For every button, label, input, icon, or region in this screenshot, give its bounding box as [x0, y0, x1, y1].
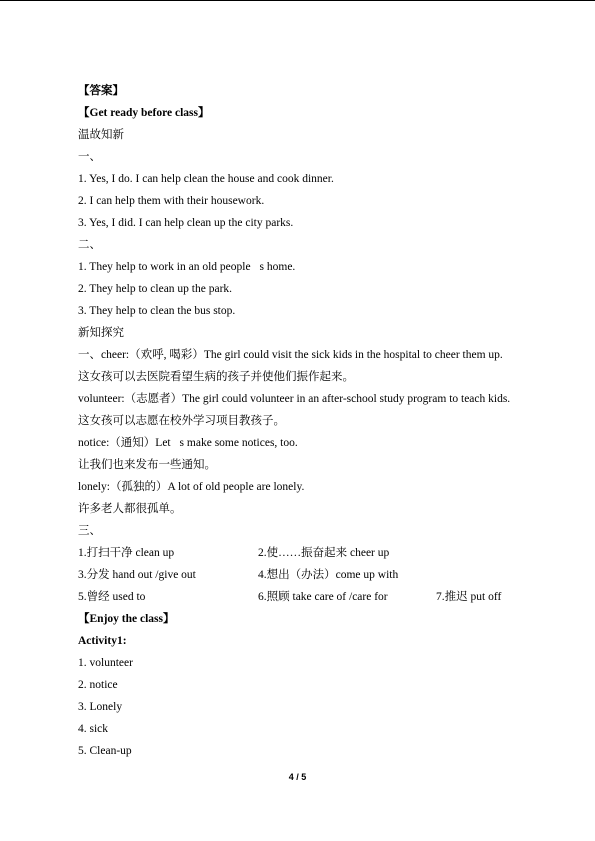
- vocab-line: notice:（通知）Let s make some notices, too.: [78, 437, 298, 449]
- top-border-line: [0, 0, 595, 1]
- phrase-row: [78, 542, 548, 564]
- explore-label: 新知探究: [78, 327, 124, 339]
- phrase-item: 3.分发 hand out /give out: [78, 569, 196, 581]
- phrase-item: 1.打扫干净 clean up: [78, 547, 175, 559]
- phrase-row: [78, 564, 548, 586]
- activity1-title: Activity1:: [78, 635, 127, 647]
- vocab-translation: 让我们也来发布一些通知。: [78, 459, 216, 471]
- answer-content: [78, 80, 548, 762]
- part1-item: 1. Yes, I do. I can help clean the house and cook dinner.: [78, 173, 334, 185]
- part1-label: 一、: [78, 151, 101, 163]
- part2-item: 2. They help to clean up the park.: [78, 283, 233, 295]
- phrase-item: 2.使……振奋起来 cheer up: [258, 547, 390, 559]
- part1-item: 3. Yes, I did. I can help clean up the city parks.: [78, 217, 294, 229]
- vocab-line: volunteer:（志愿者）The girl could volunteer in an after-school study program to teach kids.: [78, 393, 511, 405]
- activity1-item: 1. volunteer: [78, 657, 133, 669]
- part1-item: 2. I can help them with their housework.: [78, 195, 265, 207]
- review-label: 温故知新: [78, 129, 124, 141]
- part2-label: 二、: [78, 239, 101, 251]
- vocab-translation: 这女孩可以志愿在校外学习项目教孩子。: [78, 415, 285, 427]
- phrase-item: 6.照顾 take care of /care for: [258, 591, 388, 603]
- phrase-item: 4.想出（办法）come up with: [258, 569, 399, 581]
- page-number: 4 / 5: [288, 772, 307, 782]
- activity1-item: 3. Lonely: [78, 701, 123, 713]
- section-title-enjoy: 【Enjoy the class】: [78, 613, 175, 625]
- vocab-translation: 这女孩可以去医院看望生病的孩子并使他们振作起来。: [78, 371, 354, 383]
- phrase-row: [78, 586, 548, 608]
- phrase-item: 5.曾经 used to: [78, 591, 146, 603]
- part2-item: 3. They help to clean the bus stop.: [78, 305, 236, 317]
- section-title-get-ready: 【Get ready before class】: [78, 107, 210, 119]
- phrase-item: 7.推迟 put off: [436, 591, 502, 603]
- part2-item: 1. They help to work in an old people s home.: [78, 261, 296, 273]
- answer-heading: 【答案】: [78, 85, 124, 97]
- vocab-line: lonely:（孤独的）A lot of old people are lonely.: [78, 481, 305, 493]
- part3-label: 三、: [78, 525, 101, 537]
- activity1-item: 5. Clean-up: [78, 745, 132, 757]
- activity1-item: 4. sick: [78, 723, 109, 735]
- vocab-line: 一、cheer:（欢呼, 喝彩）The girl could visit the sick kids in the hospital to cheer them up.: [78, 349, 503, 361]
- activity1-item: 2. notice: [78, 679, 118, 691]
- vocab-translation: 许多老人都很孤单。: [78, 503, 182, 515]
